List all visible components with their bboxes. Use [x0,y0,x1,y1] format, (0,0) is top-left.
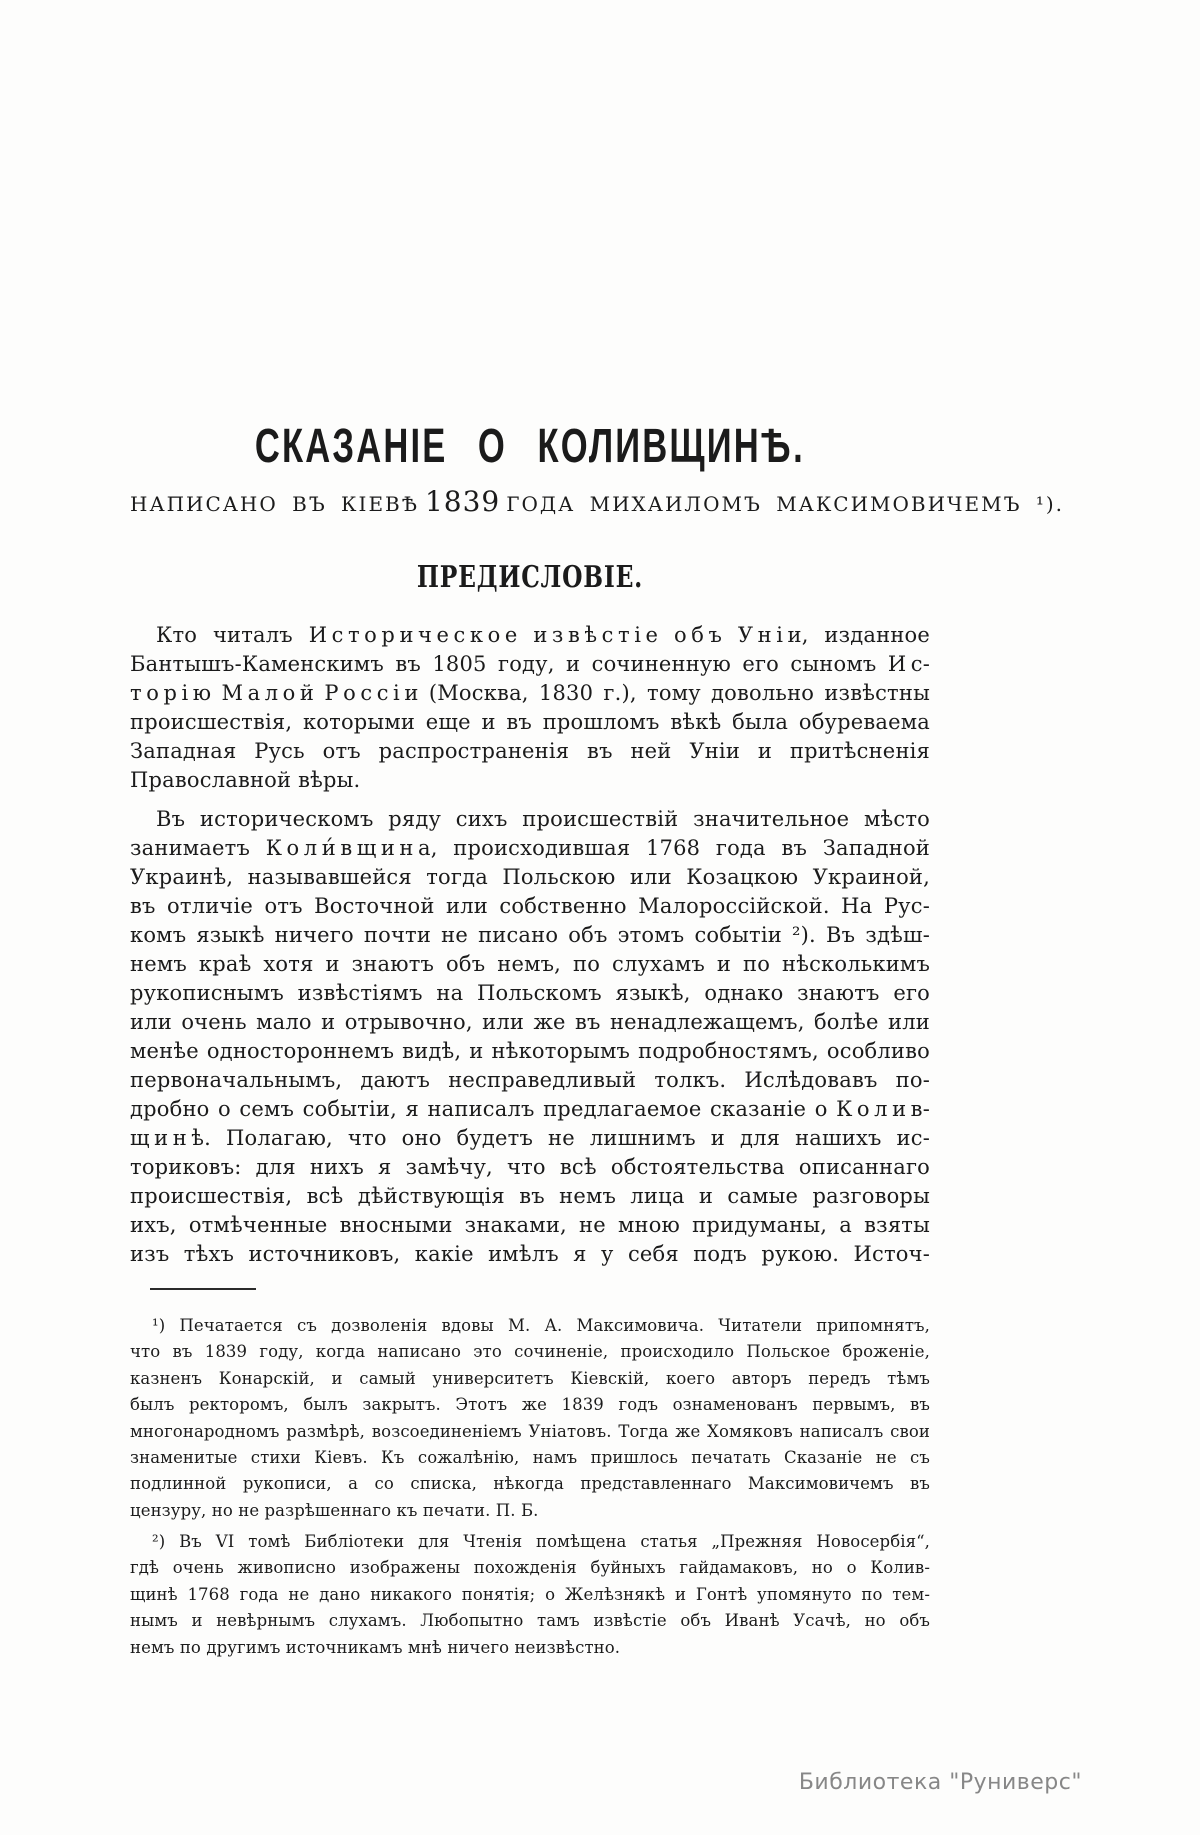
page-title [130,420,930,474]
text-line: изъ тѣхъ источниковъ, какіе имѣлъ я у себя подъ рукою. Источ- [130,1242,930,1266]
text-line: менѣе одностороннемъ видѣ, и нѣкоторымъ подробностямъ, особливо [130,1039,930,1063]
footnote-1 [130,1313,930,1524]
paragraph-1 [130,621,930,795]
paragraph-2 [130,805,930,1269]
section-heading-text: ПРЕДИСЛОВІЕ. [416,560,644,595]
text-line: Украинѣ, называвшейся тогда Польскою или Козацкою Украиной, [130,865,930,889]
footnote-line: казненъ Конарскій, и самый университетъ Кіевскій, коего авторъ передъ тѣмъ [130,1368,930,1388]
text-line: дробно о семъ событіи, я написалъ предлагаемое сказаніе о К о л и в- [130,1097,930,1121]
text-line: въ отличіе отъ Восточной или собственно Малороссійской. На Рус- [130,894,930,918]
text-line: происшествія, которыми еще и въ прошломъ вѣкѣ была обуреваема [130,710,930,734]
text-line: ихъ, отмѣченные вносными знаками, не мною придуманы, а взяты [130,1213,930,1237]
text-line: происшествія, всѣ дѣйствующія въ немъ лица и самые разговоры [130,1184,930,1208]
footnote-line: ¹) Печатается съ дозволенія вдовы М. А. Максимовича. Читатели припомнятъ, [152,1316,930,1335]
text-line: Кто читалъ И с т о р и ч е с к о е и з в ѣ с т і е о б ъ У н і и, изданное [156,623,930,647]
subtitle-post: ГОДА МИХАИЛОМЪ МАКСИМОВИЧЕМЪ ¹). [506,492,1065,516]
footnote-2 [130,1529,930,1661]
footnote-line: немъ по другимъ источникамъ мнѣ ничего неизвѣстно. [130,1637,621,1657]
footnote-line: цензуру, но не разрѣшеннаго къ печати. П. Б. [130,1500,539,1520]
text-line: т о р і ю М а л о й Р о с с і и (Москва, 1830 г.), тому довольно извѣстны [130,681,930,705]
page-title-text: СКАЗАНІЕ О КОЛИВЩИНѢ. [255,420,805,473]
text-line: рукописнымъ извѣстіямъ на Польскомъ языкѣ, однако знаютъ его [130,981,930,1005]
footnote-line: знаменитые стихи Кіевъ. Къ сожалѣнію, намъ пришлось печатать Сказаніе не съ [130,1448,930,1468]
footnote-line: подлинной рукописи, а со списка, нѣкогда представленнаго Максимовичемъ въ [130,1474,930,1494]
text-line: или очень мало и отрывочно, или же въ ненадлежащемъ, болѣе или [130,1010,930,1034]
footnote-line: многонародномъ размѣрѣ, возсоединеніемъ Уніатовъ. Тогда же Хомяковъ написалъ свои [130,1421,930,1441]
library-watermark: Библиотека "Руниверс" [798,1770,1082,1795]
footnote-line: что въ 1839 году, когда написано это сочиненіе, происходило Польское броженіе, [130,1342,930,1362]
text-line: занимаетъ К о л и́ в щ и н а, происходившая 1768 года въ Западной [130,836,930,860]
page-subtitle [130,485,1065,520]
footnote-line: былъ ректоромъ, былъ закрытъ. Этотъ же 1839 годъ ознаменованъ первымъ, въ [130,1395,930,1415]
subtitle-pre: НАПИСАНО ВЪ КІЕВѢ [130,492,419,516]
text-line: Западная Русь отъ распространенія въ ней Уніи и притѣсненія [130,739,930,763]
footnote-line: щинѣ 1768 года не дано никакого понятія; о Желѣзнякѣ и Гонтѣ упомянуто по тем- [130,1584,930,1604]
text-line: немъ краѣ хотя и знаютъ объ немъ, по слухамъ и по нѣсколькимъ [130,952,930,976]
section-heading [130,560,930,596]
footnote-rule [150,1288,256,1290]
text-line: первоначальнымъ, даютъ несправедливый толкъ. Ислѣдовавъ по- [130,1068,930,1092]
footnote-line: ²) Въ VI томѣ Библіотеки для Чтенія помѣщена статья „Прежняя Новосербія“, [152,1532,930,1551]
text-line: ториковъ: для нихъ я замѣчу, что всѣ обстоятельства описаннаго [130,1155,930,1179]
text-line: Въ историческомъ ряду сихъ происшествій значительное мѣсто [156,807,930,831]
subtitle-year: 1839 [424,485,501,518]
text-line: щ и н ѣ. Полагаю, что оно будетъ не лишнимъ и для нашихъ ис- [130,1126,930,1150]
text-line: комъ языкѣ ничего почти не писано объ этомъ событіи ²). Въ здѣш- [130,923,930,947]
footnote-line: гдѣ очень живописно изображены похожденія буйныхъ гайдамаковъ, но о Колив- [130,1558,930,1578]
text-line: Бантышъ-Каменскимъ въ 1805 году, и сочиненную его сыномъ И с- [130,652,930,676]
text-line: Православной вѣры. [130,768,361,792]
footnote-line: нымъ и невѣрнымъ слухамъ. Любопытно тамъ извѣстіе объ Иванѣ Усачѣ, но объ [130,1611,930,1631]
